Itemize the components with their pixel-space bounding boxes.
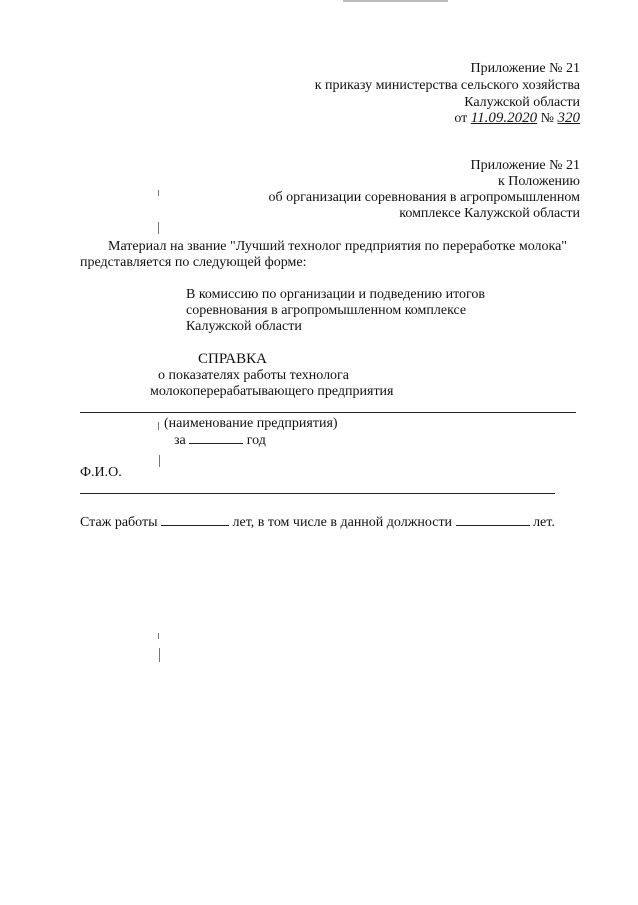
experience-total-blank <box>161 513 229 526</box>
scan-mark <box>159 455 160 467</box>
top-edge-mark <box>343 0 448 2</box>
addressee-line1: В комиссию по организации и подведению итогов <box>186 287 486 302</box>
experience-mid: лет, в том числе в данной должности <box>232 515 453 530</box>
appendix1-line2: к приказу министерства сельского хозяйства <box>314 78 580 93</box>
intro-line2: представляется по следующей форме: <box>80 255 307 270</box>
appendix2-line1: Приложение № 21 <box>470 158 580 173</box>
appendix2-line3: об организации соревнования в агропромышленном <box>268 190 580 205</box>
experience-end: лет. <box>533 515 555 530</box>
date-prefix: от <box>454 111 468 126</box>
appendix1-line1: Приложение № 21 <box>470 61 580 76</box>
year-line <box>174 431 266 449</box>
addressee-line3: Калужской области <box>186 319 302 334</box>
handwritten-number: 320 <box>557 110 580 126</box>
experience-label: Стаж работы <box>80 515 158 530</box>
year-suffix: год <box>246 433 266 448</box>
certificate-title: СПРАВКА <box>198 351 267 367</box>
scan-mark <box>158 190 159 196</box>
year-prefix: за <box>174 433 186 448</box>
year-blank <box>189 431 243 444</box>
enterprise-caption: (наименование предприятия) <box>164 416 338 431</box>
scan-mark <box>158 633 159 639</box>
scan-mark <box>158 222 159 234</box>
certificate-line2: молокоперерабатывающего предприятия <box>150 384 394 399</box>
scan-mark <box>159 648 160 662</box>
number-prefix: № <box>540 111 554 126</box>
fio-label: Ф.И.О. <box>80 465 122 480</box>
addressee-line2: соревнования в агропромышленном комплексе <box>186 303 467 318</box>
handwritten-date: 11.09.2020 <box>470 110 538 126</box>
appendix1-line3: Калужской области <box>464 95 580 110</box>
experience-position-blank <box>456 513 530 526</box>
appendix2-line4: комплексе Калужской области <box>399 206 580 221</box>
intro-line1: Материал на звание "Лучший технолог предприятия по переработке молока" <box>108 239 568 254</box>
experience-line <box>80 513 555 531</box>
scan-mark <box>158 422 159 430</box>
appendix2-line2: к Положению <box>497 174 580 189</box>
fio-line <box>80 493 555 494</box>
certificate-line1: о показателях работы технолога <box>158 368 350 383</box>
appendix1-date-line <box>454 110 580 127</box>
enterprise-name-line <box>80 412 576 413</box>
